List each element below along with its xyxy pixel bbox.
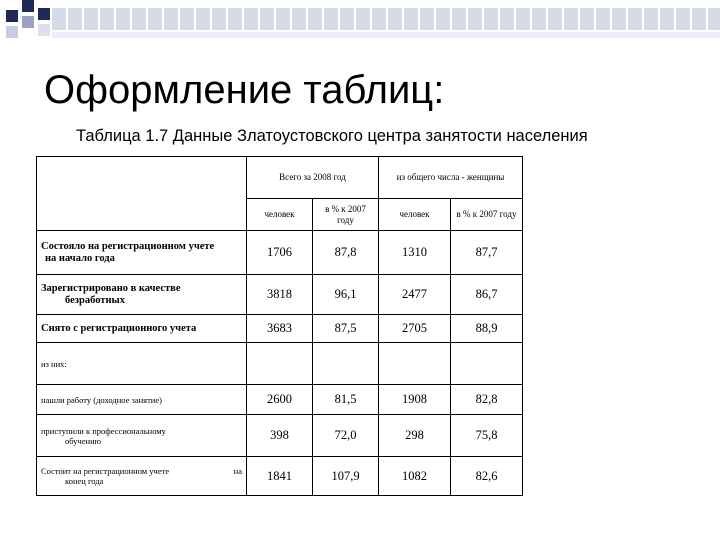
cell-value: 87,5 bbox=[313, 315, 379, 343]
header-empty-cell bbox=[37, 157, 247, 231]
cell-value: 298 bbox=[379, 415, 451, 457]
cell-value: 107,9 bbox=[313, 457, 379, 496]
subheader-percent: в % к 2007 году bbox=[313, 199, 379, 231]
cell-value: 1082 bbox=[379, 457, 451, 496]
header-group-women: из общего числа - женщины bbox=[379, 157, 523, 199]
row-label bbox=[37, 457, 247, 496]
table-row bbox=[37, 275, 523, 315]
corner-square bbox=[38, 8, 50, 20]
cell-value: 2705 bbox=[379, 315, 451, 343]
row-label: нашли работу (доходное занятие) bbox=[37, 385, 247, 415]
table-row bbox=[37, 231, 523, 275]
cell-value: 75,8 bbox=[451, 415, 523, 457]
subheader-percent: в % к 2007 году bbox=[451, 199, 523, 231]
cell-value: 1908 bbox=[379, 385, 451, 415]
cell-value: 72,0 bbox=[313, 415, 379, 457]
corner-square bbox=[6, 26, 18, 38]
row-label-line: безработных bbox=[65, 294, 125, 306]
row-label-line: Зарегистрировано в качестве bbox=[41, 282, 181, 294]
table-caption: Таблица 1.7 Данные Златоустовского центра занятости населения bbox=[76, 127, 588, 145]
top-decorative-band bbox=[52, 8, 720, 30]
subheader-people: человек bbox=[247, 199, 313, 231]
cell-empty bbox=[313, 343, 379, 385]
row-label-line: Состояло на регистрационном учете bbox=[41, 240, 215, 252]
cell-value: 2600 bbox=[247, 385, 313, 415]
cell-value: 82,8 bbox=[451, 385, 523, 415]
cell-value: 96,1 bbox=[313, 275, 379, 315]
cell-value: 87,8 bbox=[313, 231, 379, 275]
table-row bbox=[37, 315, 523, 343]
cell-value: 87,7 bbox=[451, 231, 523, 275]
cell-value: 1841 bbox=[247, 457, 313, 496]
cell-value: 82,6 bbox=[451, 457, 523, 496]
cell-empty bbox=[451, 343, 523, 385]
table-row bbox=[37, 385, 523, 415]
corner-square bbox=[38, 24, 50, 36]
table-row bbox=[37, 415, 523, 457]
corner-square bbox=[22, 0, 34, 12]
cell-empty bbox=[247, 343, 313, 385]
cell-empty bbox=[379, 343, 451, 385]
cell-value: 2477 bbox=[379, 275, 451, 315]
slide-title: Оформление таблиц: bbox=[44, 68, 445, 112]
top-decorative-stripe bbox=[52, 32, 720, 38]
cell-value: 3818 bbox=[247, 275, 313, 315]
table-header-row bbox=[37, 157, 523, 199]
table-row bbox=[37, 457, 523, 496]
row-label-line: конец года bbox=[65, 476, 104, 486]
employment-data-table bbox=[36, 156, 523, 496]
row-label-line: на начало года bbox=[45, 252, 115, 264]
row-label: из них: bbox=[37, 343, 247, 385]
row-label bbox=[37, 415, 247, 457]
cell-value: 86,7 bbox=[451, 275, 523, 315]
row-label: Снято с регистрационного учета bbox=[37, 315, 247, 343]
header-group-total: Всего за 2008 год bbox=[247, 157, 379, 199]
cell-value: 398 bbox=[247, 415, 313, 457]
table-row bbox=[37, 343, 523, 385]
cell-value: 1706 bbox=[247, 231, 313, 275]
cell-value: 3683 bbox=[247, 315, 313, 343]
cell-value: 1310 bbox=[379, 231, 451, 275]
row-label-line: обучению bbox=[65, 435, 101, 446]
row-label bbox=[37, 231, 247, 275]
row-label-line: Состоит на регистрационном учете bbox=[41, 466, 170, 476]
row-label-line: приступили к профессиональному bbox=[41, 425, 166, 436]
cell-value: 88,9 bbox=[451, 315, 523, 343]
corner-square bbox=[6, 10, 18, 22]
subheader-people: человек bbox=[379, 199, 451, 231]
row-label-line: на bbox=[233, 466, 242, 476]
cell-value: 81,5 bbox=[313, 385, 379, 415]
corner-square bbox=[22, 16, 34, 28]
row-label bbox=[37, 275, 247, 315]
